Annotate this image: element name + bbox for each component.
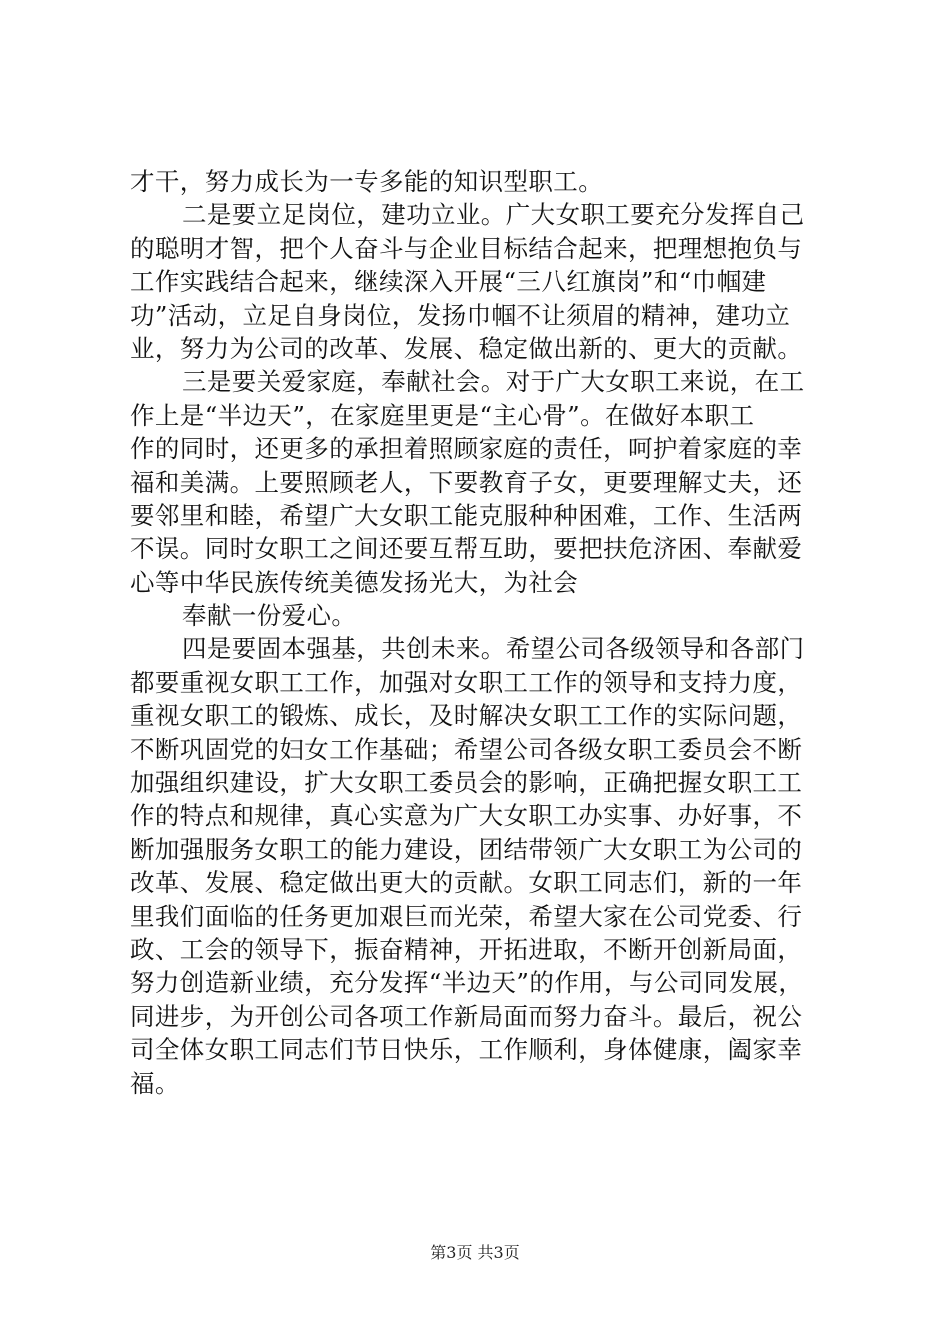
- text-line: 业，努力为公司的改革、发展、稳定做出新的、更大的贡献。: [130, 333, 803, 363]
- paragraph-start-line: 二是要立足岗位，建功立业。广大女职工要充分发挥自己: [182, 200, 805, 230]
- text-line: 作上是“半边天”，在家庭里更是“主心骨”。在做好本职工: [130, 400, 755, 430]
- text-line: 心等中华民族传统美德发扬光大，为社会: [130, 567, 579, 597]
- text-line: 福和美满。上要照顾老人，下要教育子女，更要理解丈夫，还: [130, 467, 803, 497]
- text-line: 福。: [130, 1068, 180, 1098]
- text-line: 作的特点和规律，真心实意为广大女职工办实事、办好事，不: [130, 801, 803, 831]
- text-line: 加强组织建设，扩大女职工委员会的影响，正确把握女职工工: [130, 768, 803, 798]
- paragraph-start-line: 四是要固本强基，共创未来。希望公司各级领导和各部门: [182, 634, 805, 664]
- text-line: 司全体女职工同志们节日快乐，工作顺利，身体健康，阖家幸: [130, 1035, 803, 1065]
- text-line: 里我们面临的任务更加艰巨而光荣，希望大家在公司党委、行: [130, 901, 803, 931]
- text-line: 不误。同时女职工之间还要互帮互助，要把扶危济困、奉献爱: [130, 534, 803, 564]
- page-number-label: 第3页 共3页: [430, 1243, 520, 1262]
- text-line: 同进步，为开创公司各项工作新局面而努力奋斗。最后，祝公: [130, 1001, 803, 1031]
- paragraph-start-line: 三是要关爱家庭，奉献社会。对于广大女职工来说，在工: [182, 367, 805, 397]
- text-line: 断加强服务女职工的能力建设，团结带领广大女职工为公司的: [130, 834, 803, 864]
- text-line: 才干，努力成长为一专多能的知识型职工。: [130, 167, 604, 196]
- paragraph-start-line: 奉献一份爱心。: [182, 601, 357, 631]
- text-line: 重视女职工的锻炼、成长，及时解决女职工工作的实际问题，: [130, 701, 803, 731]
- text-line: 都要重视女职工工作，加强对女职工工作的领导和支持力度，: [130, 667, 803, 697]
- text-line: 改革、发展、稳定做出更大的贡献。女职工同志们，新的一年: [130, 868, 803, 898]
- text-line: 工作实践结合起来，继续深入开展“三八红旗岗”和“巾帼建: [130, 267, 767, 297]
- text-line: 要邻里和睦，希望广大女职工能克服种种困难，工作、生活两: [130, 500, 803, 530]
- page-footer: [0, 1243, 950, 1263]
- text-line: 不断巩固党的妇女工作基础；希望公司各级女职工委员会不断: [130, 734, 803, 764]
- text-line: 政、工会的领导下，振奋精神，开拓进取，不断开创新局面，: [130, 934, 803, 964]
- text-line: 的聪明才智，把个人奋斗与企业目标结合起来，把理想抱负与: [130, 233, 803, 263]
- text-line: 努力创造新业绩，充分发挥“半边天”的作用，与公司同发展，: [130, 968, 804, 998]
- text-line: 功”活动，立足自身岗位，发扬巾帼不让须眉的精神，建功立: [130, 300, 791, 330]
- text-line: 作的同时，还更多的承担着照顾家庭的责任，呵护着家庭的幸: [130, 434, 803, 464]
- document-body: [130, 165, 830, 1100]
